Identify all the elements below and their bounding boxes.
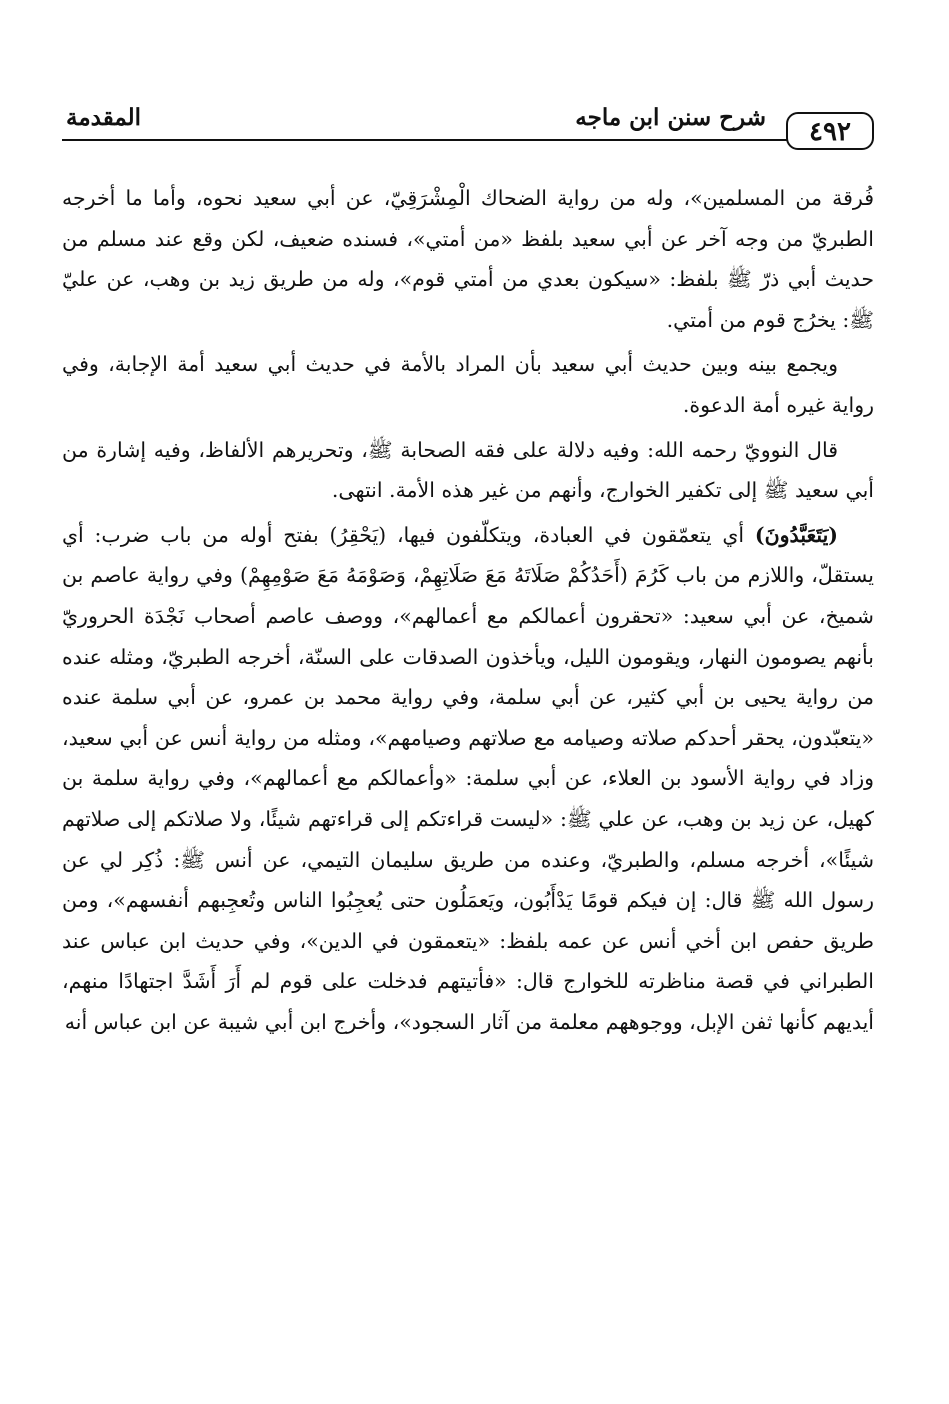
section-title: المقدمة bbox=[66, 104, 142, 131]
book-page bbox=[62, 96, 874, 1046]
paragraph: فُرقة من المسلمين»، وله من رواية الضحاك الْمِشْرَقِيّ، عن أبي سعيد نحوه، وأما ما أخرجه الطبريّ من وجه آخر عن أبي سعيد بلفظ «من أمتي»، فسنده ضعيف، لكن وقع عند مسلم من حديث أبي ذرّ ﷺ بلفظ: «سيكون بعدي من أمتي قوم»، وله من طريق زيد بن وهب، عن عليّ ﷺ: يخرُج قوم من أمتي. bbox=[62, 186, 874, 332]
page-header bbox=[62, 96, 874, 152]
header-divider bbox=[62, 139, 788, 141]
book-title: شرح سنن ابن ماجه bbox=[575, 104, 766, 131]
page-number: ٤٩٢ bbox=[786, 112, 874, 150]
hadith-term: (يَتَعَبَّدُونَ) bbox=[754, 522, 838, 547]
paragraph: ويجمع بينه وبين حديث أبي سعيد بأن المراد بالأمة في حديث أبي سعيد أمة الإجابة، وفي رواية غيره أمة الدعوة. bbox=[62, 352, 874, 417]
body-text bbox=[62, 178, 874, 1042]
paragraph: (يَتَعَبَّدُونَ) أي يتعمّقون في العبادة، ويتكلّفون فيها، (يَحْقِرُ) بفتح أوله من باب ضرب: أي يستقلّ، واللازم من باب كَرُمَ (أَحَدُكُمْ صَلَاتَهُ مَعَ صَلَاتِهِمْ، وَصَوْمَهُ مَعَ صَوْمِهِمْ) وفي رواية عاصم بن شميخ، عن أبي سعيد: «تحقرون أعمالكم مع أعمالهم»، ووصف عاصم أصحاب نَجْدَة الحروريّ بأنهم يصومون النهار، ويقومون الليل، ويأخذون الصدقات على السنّة، أخرجه الطبريّ، ومثله عنده من رواية يحيى بن أبي كثير، عن أبي سلمة، وفي رواية محمد بن عمرو، عن أبي سلمة عنده «يتعبّدون، يحقر أحدكم صلاته وصيامه مع صلاتهم وصيامهم»، ومثله من رواية أنس عن أبي سعيد، وزاد في رواية الأسود بن العلاء، عن أبي سلمة: «وأعمالكم مع أعمالهم»، وفي رواية سلمة بن كهيل، عن زيد بن وهب، عن علي ﷺ: «ليست قراءتكم إلى قراءتهم شيئًا، ولا صلاتكم إلى صلاتهم شيئًا»، أخرجه مسلم، والطبريّ، وعنده من طريق سليمان التيمي، عن أنس ﷺ: ذُكِر لي عن رسول الله ﷺ قال: إن فيكم قومًا يَدْأَبُون، ويَعمَلُون حتى يُعجِبُوا الناس وتُعجِبهم أنفسهم»، ومن طريق حفص ابن أخي أنس عن عمه بلفظ: «يتعمقون في الدين»، وفي حديث ابن عباس عند الطبراني في قصة مناظرته للخوارج قال: «فأتيتهم فدخلت على قوم لم أَرَ أَشَدَّ اجتهادًا منهم، أيديهم كأنها ثفن الإبل، ووجوههم معلمة من آثار السجود»، وأخرج ابن أبي شيبة عن ابن عباس أنه bbox=[62, 522, 874, 1034]
paragraph: قال النوويّ رحمه الله: وفيه دلالة على فقه الصحابة ﷺ، وتحريرهم الألفاظ، وفيه إشارة من أبي سعيد ﷺ إلى تكفير الخوارج، وأنهم من غير هذه الأمة. انتهى. bbox=[62, 437, 874, 503]
